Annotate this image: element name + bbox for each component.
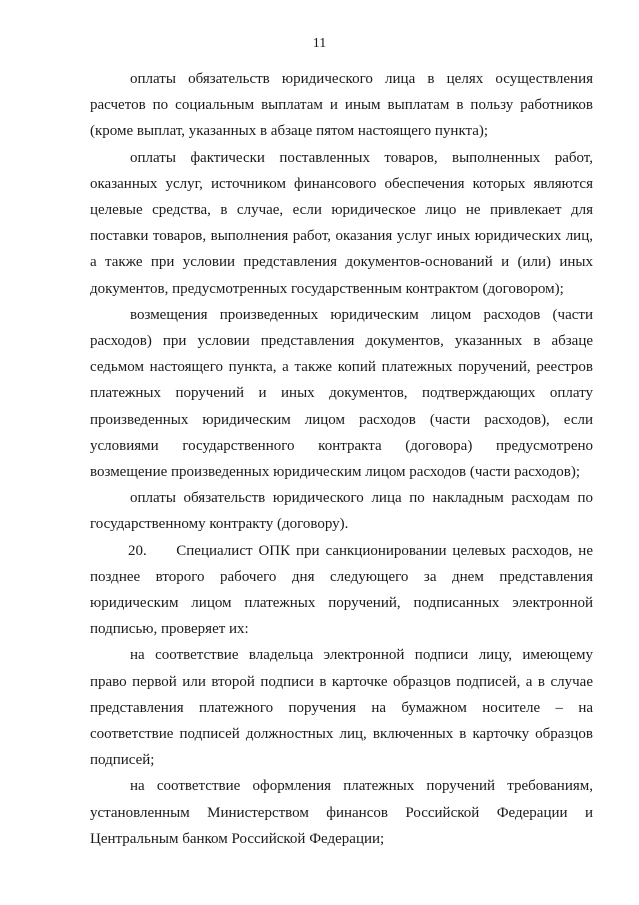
paragraph-social-payments: оплаты обязательств юридического лица в целях осуществления расчетов по социальным выплатам и иным выплатам в пользу работников (кроме выплат, указанных в абзаце пятом настоящего пункта); [90,71,593,140]
paragraph-signature-check: на соответствие владельца электронной подписи лицу, имеющему право первой или второй подписи в карточке образцов подписей, а в случае представления платежного поручения на бумажном носителе – на соответствие подписей должностных лиц, включенных в карточку образцов подписей; [90,647,593,769]
page-number: 11 [312,36,327,51]
paragraph-format-check: на соответствие оформления платежных поручений требованиям, установленным Министерством финансов Российской Федерации и Центральным банком Российской Федерации; [90,778,593,847]
paragraph-overhead-costs: оплаты обязательств юридического лица по накладным расходам по государственному контракту (договору). [90,490,593,533]
paragraph-item-20: 20. Специалист ОПК при санкционировании целевых расходов, не позднее второго рабочего дня следующего за днем представления юридическим лицом платежных поручений, подписанных электронной подписью, проверяет их: [90,542,593,638]
document-body [90,66,593,852]
paragraph-expense-reimbursement: возмещения произведенных юридическим лицом расходов (части расходов) при условии представления документов, указанных в абзаце седьмом настоящего пункта, а также копий платежных поручений, реестров платежных поручений и иных документов, подтверждающих оплату произведенных юридическим лицом расходов (части расходов), если условиями государственного контракта (договора) предусмотрено возмещение произведенных юридическим лицом расходов (части расходов); [90,306,593,481]
paragraph-goods-payment: оплаты фактически поставленных товаров, выполненных работ, оказанных услуг, источником финансового обеспечения которых являются целевые средства, в случае, если юридическое лицо не привлекает для поставки товаров, выполнения работ, оказания услуг иных юридических лиц, а также при условии представления документов-оснований и (или) иных документов, предусмотренных государственным контрактом (договором); [90,149,593,297]
